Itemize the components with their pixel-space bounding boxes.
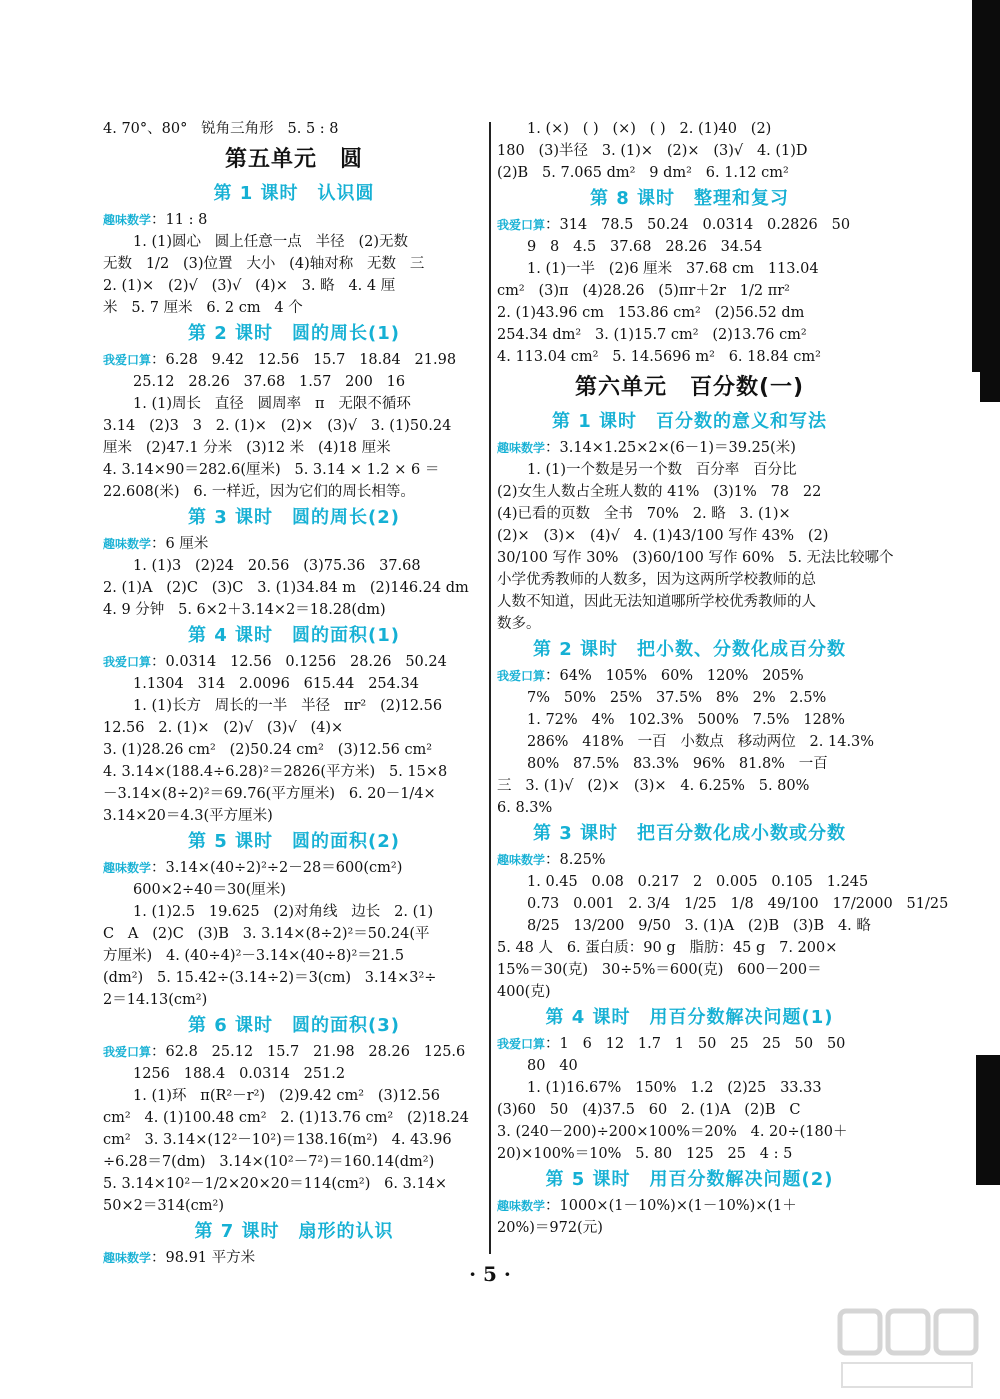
lesson-heading: 第 2 课时 把小数、分数化成百分数 xyxy=(532,639,847,660)
answer-line: 2＝14.13(cm²) xyxy=(103,992,208,1008)
section-tag: 趣味数学 xyxy=(497,1199,546,1213)
answer-line: 3. (1)28.26 cm² (2)50.24 cm² (3)12.56 cm² xyxy=(103,742,433,758)
answer-line: 3.14×20＝4.3(平方厘米) xyxy=(103,808,273,824)
answer-line: C A (2)C (3)B 3. 3.14×(8÷2)²＝50.24(平 xyxy=(103,926,430,942)
tagged-line xyxy=(103,209,485,231)
tagged-line xyxy=(497,437,882,459)
answer-line: 2. (1)43.96 cm 153.86 cm² (2)56.52 dm xyxy=(497,305,805,321)
answer-line: 小学优秀教师的人数多，因为这两所学校教师的总 xyxy=(497,572,816,588)
tagged-line xyxy=(497,665,882,687)
tagged-line xyxy=(497,1033,882,1055)
answer-text: ：62.8 25.12 15.7 21.98 28.26 125.6 xyxy=(151,1044,466,1060)
answer-line: cm² (3)π (4)28.26 (5)πr＋2r 1/2 πr² xyxy=(497,283,790,299)
lesson-heading: 第 5 课时 用百分数解决问题(2) xyxy=(545,1169,834,1190)
answer-line: 2. (1)A (2)C (3)C 3. (1)34.84 m (2)146.24 dm xyxy=(103,580,469,596)
tagged-line xyxy=(103,1041,485,1063)
watermark-logo-icon xyxy=(832,1303,982,1393)
section-tag: 我爱口算 xyxy=(103,655,152,669)
answer-line: 4. 3.14×90＝282.6(厘米) 5. 3.14 × 1.2 × 6 ＝ xyxy=(103,462,440,478)
answer-line: 1. (1)一半 (2)6 厘米 37.68 cm 113.04 xyxy=(527,261,819,277)
section-tag: 趣味数学 xyxy=(103,537,152,551)
answer-line: 厘米 (2)47.1 分米 (3)12 米 (4)18 厘米 xyxy=(103,440,391,456)
section-tag: 我爱口算 xyxy=(497,669,546,683)
answer-line: 3.14 (2)3 3 2. (1)× (2)× (3)√ 3. (1)50.24 xyxy=(103,418,452,434)
section-tag: 趣味数学 xyxy=(103,1251,152,1265)
answer-text: ：1000×(1－10%)×(1－10%)×(1＋ xyxy=(545,1198,797,1214)
answer-line: 1. (×) ( ) (×) ( ) 2. (1)40 (2) xyxy=(527,121,772,137)
answer-line: 4. 3.14×(188.4÷6.28)²＝2826(平方米) 5. 15×8 xyxy=(103,764,448,780)
answer-text: ：314 78.5 50.24 0.0314 0.2826 50 xyxy=(545,217,851,233)
lesson-heading: 第 4 课时 圆的面积(1) xyxy=(187,625,401,646)
section-tag: 我爱口算 xyxy=(497,218,546,232)
answer-text: ：3.14×(40÷2)²÷2－28＝600(cm²) xyxy=(151,860,403,876)
answer-line: 8/25 13/200 9/50 3. (1)A (2)B (3)B 4. 略 xyxy=(527,918,871,934)
answer-line: 1256 188.4 0.0314 251.2 xyxy=(133,1066,346,1082)
answer-line: 4. 9 分钟 5. 6×2＋3.14×2＝18.28(dm) xyxy=(103,602,386,618)
tagged-line xyxy=(497,849,882,871)
tagged-line xyxy=(103,533,485,555)
answer-line: 1. (1)长方 周长的一半 半径 πr² (2)12.56 xyxy=(133,698,443,714)
section-tag: 我爱口算 xyxy=(103,1045,152,1059)
answer-line: 3. (240－200)÷200×100%＝20% 4. 20÷(180＋ xyxy=(497,1124,848,1140)
answer-line: 15%＝30(克) 30÷5%＝600(克) 600－200＝ xyxy=(497,962,822,978)
answer-line: 1. 72% 4% 102.3% 500% 7.5% 128% xyxy=(527,712,845,728)
answer-line: 30/100 写作 30% (3)60/100 写作 60% 5. 无法比较哪个 xyxy=(497,550,894,566)
section-tag: 趣味数学 xyxy=(497,441,546,455)
answer-line: 600×2÷40＝30(厘米) xyxy=(133,882,286,898)
answer-line: 1. (1)圆心 圆上任意一点 半径 (2)无数 xyxy=(133,234,409,250)
answer-line: 5. 3.14×10²－1/2×20×20＝114(cm²) 6. 3.14× xyxy=(103,1176,448,1192)
answer-line: (4)已看的页数 全书 70% 2. 略 3. (1)× xyxy=(497,506,791,522)
answer-text: ：6 厘米 xyxy=(151,536,209,552)
answer-line: 4. 113.04 cm² 5. 14.5696 m² 6. 18.84 cm² xyxy=(497,349,821,365)
lesson-heading: 第 1 课时 百分数的意义和写法 xyxy=(551,411,828,432)
answer-line: 三 3. (1)√ (2)× (3)× 4. 6.25% 5. 80% xyxy=(497,778,810,794)
answer-line: 22.608(米) 6. 一样近，因为它们的周长相等。 xyxy=(103,484,415,500)
answer-line: 人数不知道，因此无法知道哪所学校优秀教师的人 xyxy=(497,594,816,610)
answer-line: 12.56 2. (1)× (2)√ (3)√ (4)× xyxy=(103,720,344,736)
lesson-heading: 第 7 课时 扇形的认识 xyxy=(194,1221,394,1242)
lesson-heading: 第 3 课时 把百分数化成小数或分数 xyxy=(532,823,847,844)
answer-text: ：1 6 12 1.7 1 50 25 25 50 50 xyxy=(545,1036,846,1052)
answer-line: 7% 50% 25% 37.5% 8% 2% 2.5% xyxy=(527,690,827,706)
lesson-heading: 第 4 课时 用百分数解决问题(1) xyxy=(545,1007,834,1028)
section-tag: 我爱口算 xyxy=(497,1037,546,1051)
answer-line: 254.34 dm² 3. (1)15.7 cm² (2)13.76 cm² xyxy=(497,327,807,343)
answer-line: 80 40 xyxy=(527,1058,578,1074)
answer-line: 286% 418% 一百 小数点 移动两位 2. 14.3% xyxy=(527,734,875,750)
answer-line: 1. (1)2.5 19.625 (2)对角线 边长 2. (1) xyxy=(133,904,434,920)
answer-line: 25.12 28.26 37.68 1.57 200 16 xyxy=(133,374,406,390)
answer-text: ：8.25% xyxy=(545,852,606,868)
left-column xyxy=(103,118,485,1269)
lesson-heading: 第 5 课时 圆的面积(2) xyxy=(187,831,401,852)
answer-line: (3)60 50 (4)37.5 60 2. (1)A (2)B C xyxy=(497,1102,801,1118)
lesson-heading: 第 3 课时 圆的周长(2) xyxy=(187,507,401,528)
answer-line: 1. 0.45 0.08 0.217 2 0.005 0.105 1.245 xyxy=(527,874,869,890)
answer-line: 9 8 4.5 37.68 28.26 34.54 xyxy=(527,239,763,255)
tagged-line xyxy=(103,857,485,879)
answer-line: (dm²) 5. 15.42÷(3.14÷2)＝3(cm) 3.14×3²÷ xyxy=(103,970,437,986)
answer-text: ：98.91 平方米 xyxy=(151,1250,256,1266)
section-tag: 趣味数学 xyxy=(103,213,152,227)
right-column xyxy=(497,118,949,1239)
answer-line: 400(克) xyxy=(497,984,551,1000)
answer-text: ：11 : 8 xyxy=(151,212,208,228)
answer-line: 0.73 0.001 2. 3/4 1/25 1/8 49/100 17/2000 51/25 xyxy=(527,896,949,912)
section-tag: 趣味数学 xyxy=(103,861,152,875)
answer-line: 数多。 xyxy=(497,616,541,632)
answer-line: 5. 48 人 6. 蛋白质：90 g 脂肪：45 g 7. 200× xyxy=(497,940,838,956)
answer-line: －3.14×(8÷2)²＝69.76(平方厘米) 6. 20－1/4× xyxy=(103,786,436,802)
column-divider xyxy=(489,122,491,1254)
section-tag: 趣味数学 xyxy=(497,853,546,867)
tagged-line xyxy=(497,1195,882,1217)
answer-line: 米 5. 7 厘米 6. 2 cm 4 个 xyxy=(103,300,303,316)
answer-line: 1. (1)周长 直径 圆周率 π 无限不循环 xyxy=(133,396,411,412)
edge-bar-top xyxy=(972,0,1000,372)
answer-line: 1.1304 314 2.0096 615.44 254.34 xyxy=(133,676,419,692)
answer-line: 1. (1)一个数是另一个数 百分率 百分比 xyxy=(527,462,797,478)
answer-line: 80% 87.5% 83.3% 96% 81.8% 一百 xyxy=(527,756,828,772)
answer-line: 20%)＝972(元) xyxy=(497,1220,603,1236)
answer-line: ÷6.28＝7(dm) 3.14×(10²－7²)＝160.14(dm²) xyxy=(103,1154,435,1170)
answer-line: (2)× (3)× (4)√ 4. (1)43/100 写作 43% (2) xyxy=(497,528,829,544)
unit-heading: 第六单元 百分数(一) xyxy=(574,375,805,400)
unit-heading: 第五单元 圆 xyxy=(224,147,363,172)
lesson-heading: 第 1 课时 认识圆 xyxy=(213,183,375,204)
answer-line: cm² 4. (1)100.48 cm² 2. (1)13.76 cm² (2)18.24 xyxy=(103,1110,470,1126)
answer-line: 1. (1)3 (2)24 20.56 (3)75.36 37.68 xyxy=(133,558,421,574)
section-tag: 我爱口算 xyxy=(103,353,152,367)
tagged-line xyxy=(103,651,485,673)
answer-text: ：6.28 9.42 12.56 15.7 18.84 21.98 xyxy=(151,352,457,368)
answer-line: 20)×100%＝10% 5. 80 125 25 4 : 5 xyxy=(497,1146,793,1162)
answer-line: 1. (1)16.67% 150% 1.2 (2)25 33.33 xyxy=(527,1080,822,1096)
answer-text: ：3.14×1.25×2×(6－1)＝39.25(米) xyxy=(545,440,796,456)
answer-text: ：0.0314 12.56 0.1256 28.26 50.24 xyxy=(151,654,447,670)
edge-bar-bottom xyxy=(976,1055,1000,1185)
answer-line: 方厘米) 4. (40÷4)²－3.14×(40÷8)²＝21.5 xyxy=(103,948,405,964)
answer-line: 4. 70°、80° 锐角三角形 5. 5 : 8 xyxy=(103,121,339,137)
edge-bar-mid xyxy=(980,372,1000,402)
answer-line: 6. 8.3% xyxy=(497,800,553,816)
answer-text: ：64% 105% 60% 120% 205% xyxy=(545,668,804,684)
tagged-line xyxy=(103,349,485,371)
page-number: · 5 · xyxy=(469,1262,511,1286)
answer-line: cm² 3. 3.14×(12²－10²)＝138.16(m²) 4. 43.96 xyxy=(103,1132,452,1148)
answer-line: (2)B 5. 7.065 dm² 9 dm² 6. 1.12 cm² xyxy=(497,165,789,181)
answer-line: 无数 1/2 (3)位置 大小 (4)轴对称 无数 三 xyxy=(103,256,425,272)
answer-line: 50×2＝314(cm²) xyxy=(103,1198,224,1214)
lesson-heading: 第 6 课时 圆的面积(3) xyxy=(187,1015,401,1036)
lesson-heading: 第 8 课时 整理和复习 xyxy=(589,188,790,209)
answer-line: 2. (1)× (2)√ (3)√ (4)× 3. 略 4. 4 厘 xyxy=(103,278,396,294)
answer-line: (2)女生人数占全班人数的 41% (3)1% 78 22 xyxy=(497,484,822,500)
answer-line: 1. (1)环 π(R²－r²) (2)9.42 cm² (3)12.56 xyxy=(133,1088,440,1104)
lesson-heading: 第 2 课时 圆的周长(1) xyxy=(187,323,401,344)
tagged-line xyxy=(497,214,882,236)
answer-line: 180 (3)半径 3. (1)× (2)× (3)√ 4. (1)D xyxy=(497,143,808,159)
